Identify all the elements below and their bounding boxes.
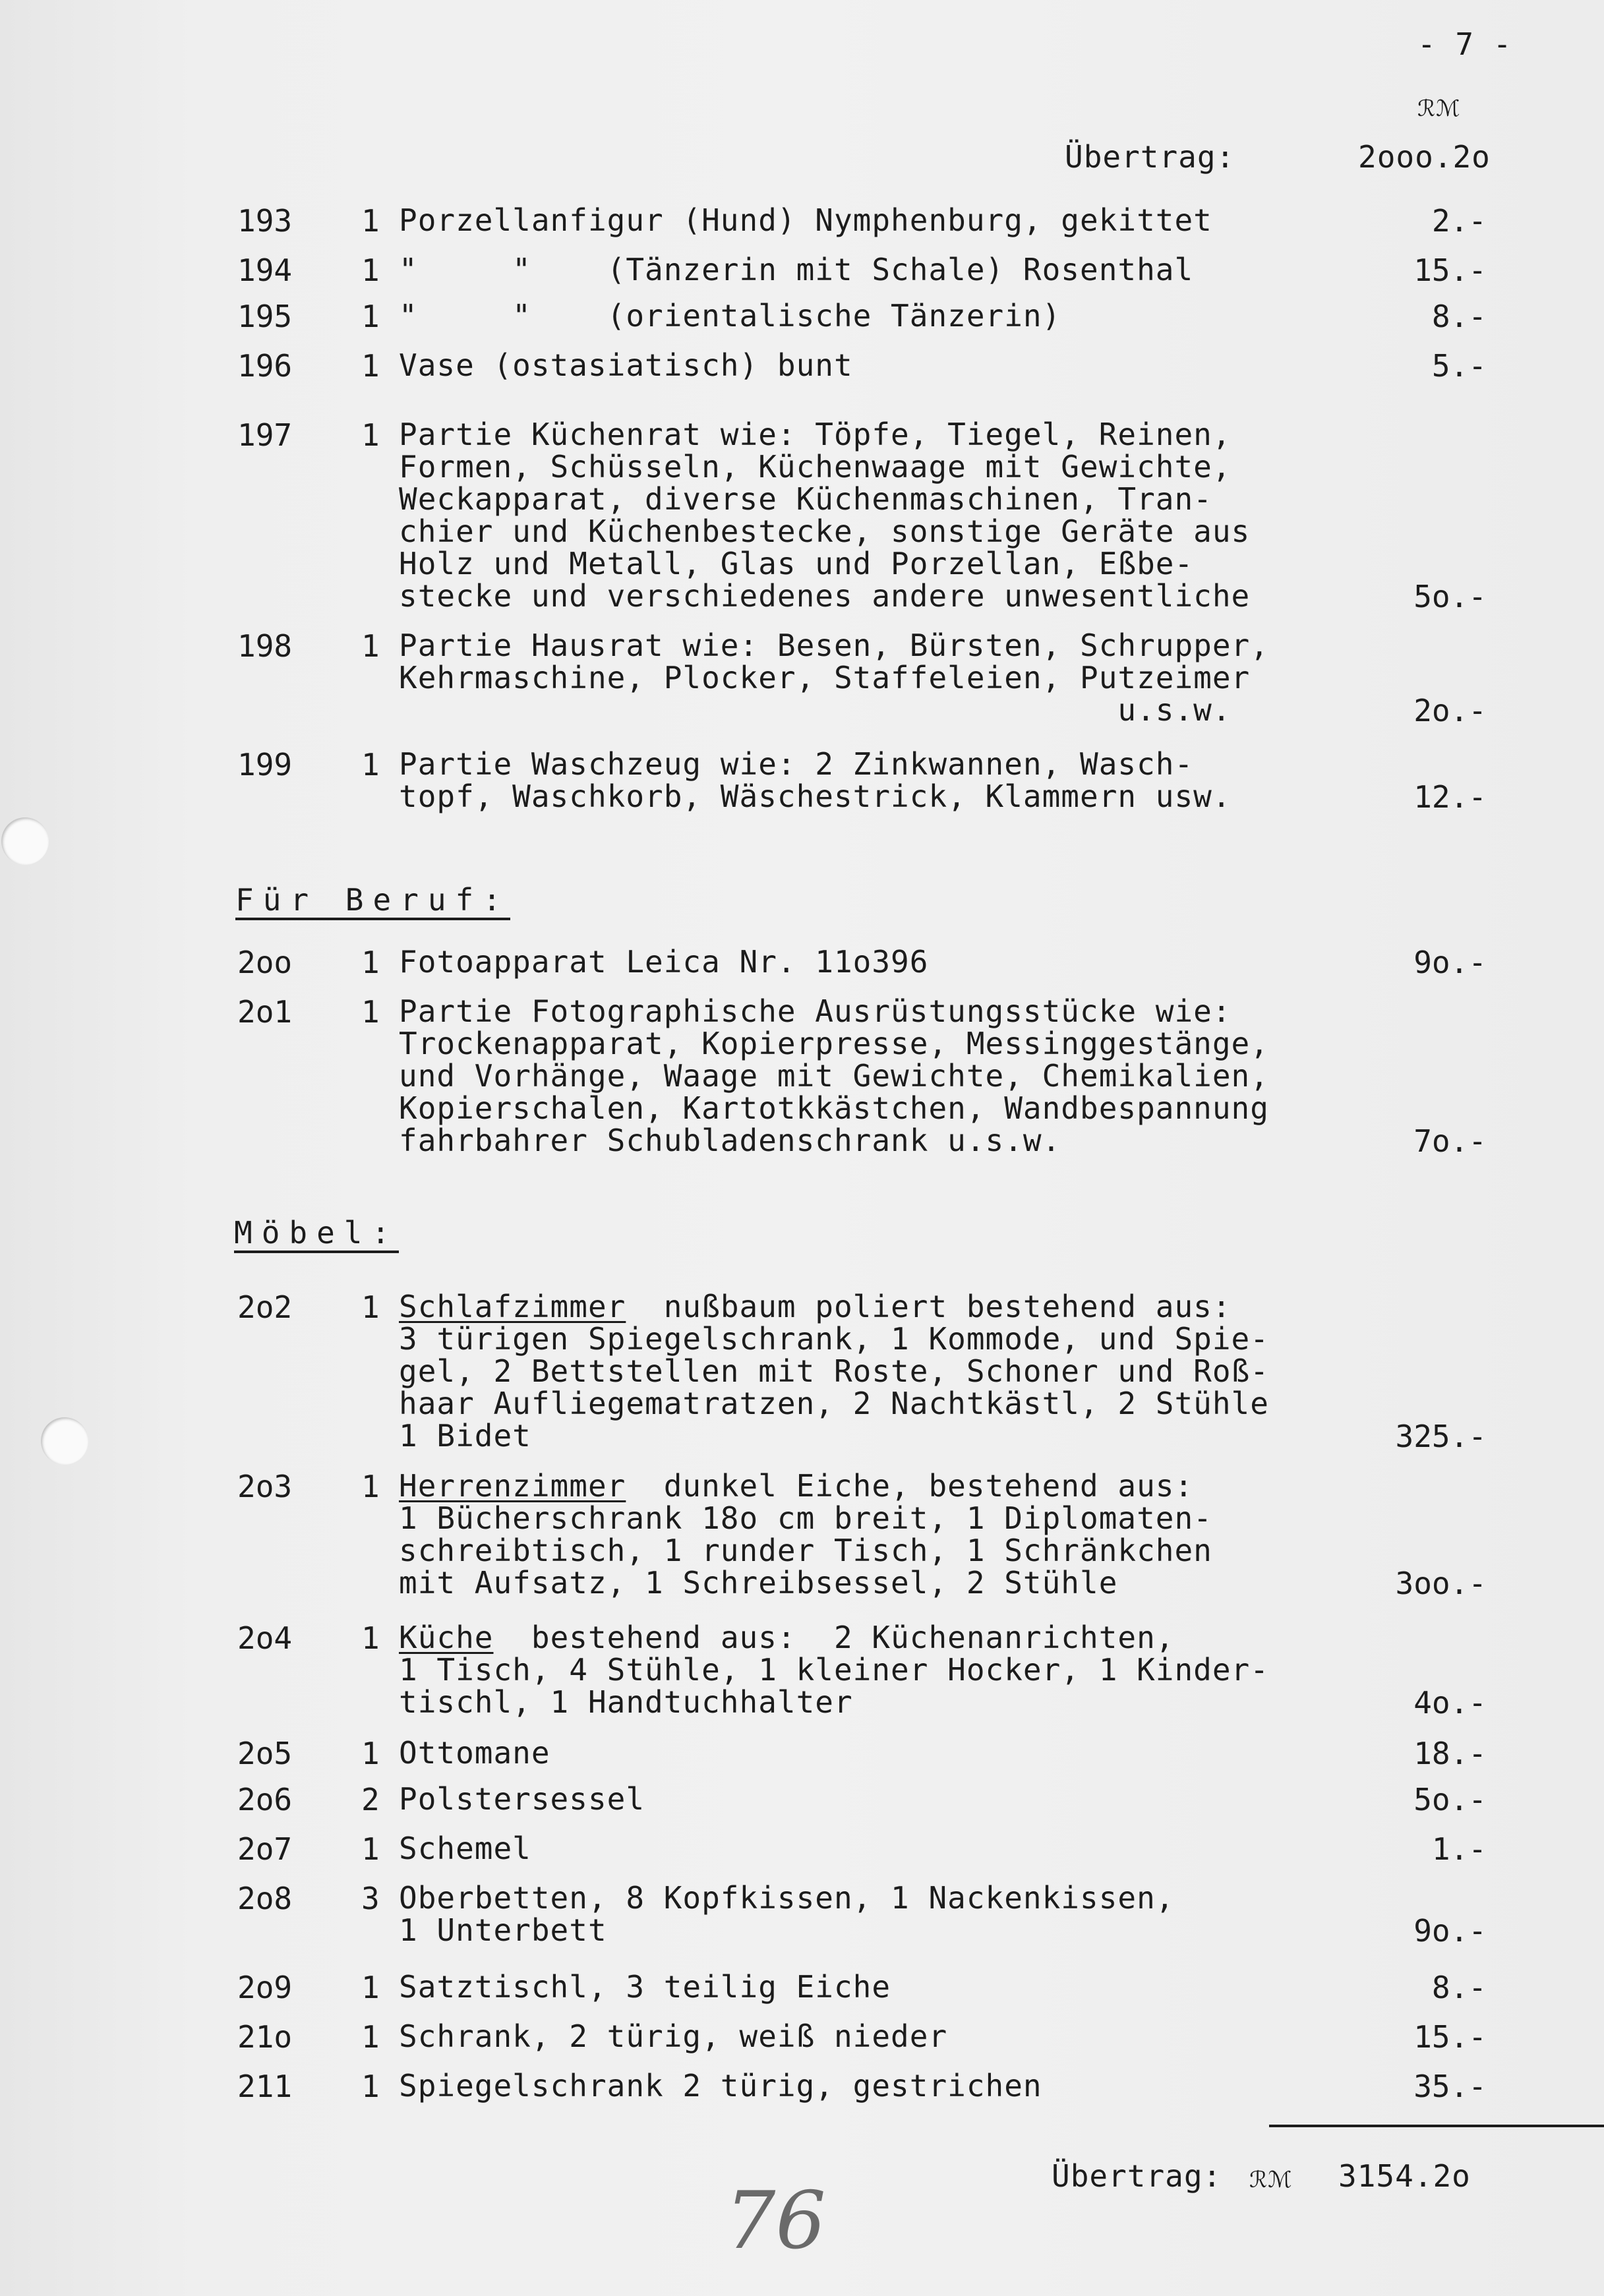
item-description-line: Holz und Metall, Glas und Porzellan, Eßbe- (399, 546, 1194, 581)
item-description-line: fahrbahrer Schubladenschrank u.s.w. (399, 1123, 1061, 1158)
item-description-line: 1 Bidet (399, 1418, 531, 1454)
item-number: 195 (237, 299, 293, 334)
carry-over-label-top: Übertrag: (1065, 139, 1235, 175)
item-amount: 4o.- (1413, 1685, 1487, 1721)
item-description-line: u.s.w. (399, 692, 1232, 728)
item-description-line: Partie Küchenrat wie: Töpfe, Tiegel, Reinen, (399, 417, 1232, 452)
item-description-line: chier und Küchenbestecke, sonstige Geräte aus (399, 514, 1251, 549)
item-description-line: Partie Hausrat wie: Besen, Bürsten, Schrupper, (399, 628, 1269, 663)
item-number: 211 (237, 2069, 293, 2104)
item-quantity: 1 (361, 1469, 380, 1504)
item-description-line: Porzellanfigur (Hund) Nymphenburg, gekittet (399, 202, 1212, 238)
item-description-line: topf, Waschkorb, Wäschestrick, Klammern usw. (399, 779, 1232, 814)
item-quantity: 1 (361, 2069, 380, 2104)
item-quantity: 1 (361, 1831, 380, 1867)
item-amount: 8.- (1431, 1970, 1487, 2005)
item-amount: 15.- (1413, 252, 1487, 288)
punch-hole-lower (41, 1417, 88, 1465)
item-description-line: Polstersessel (399, 1781, 645, 1817)
item-amount: 5o.- (1413, 579, 1487, 614)
item-description-line: Oberbetten, 8 Kopfkissen, 1 Nackenkissen, (399, 1880, 1175, 1916)
item-quantity: 1 (361, 747, 380, 782)
punch-hole-upper (1, 817, 49, 865)
item-description-line: Fotoapparat Leica Nr. 11o396 (399, 944, 929, 980)
section-heading-moebel: Möbel: (234, 1216, 399, 1253)
item-quantity: 1 (361, 1620, 380, 1656)
item-description-line: Herrenzimmer dunkel Eiche, bestehend aus: (399, 1468, 1194, 1504)
item-number: 2o9 (237, 1970, 293, 2005)
total-rule (1269, 2125, 1604, 2127)
section-heading-beruf: Für Beruf: (235, 883, 510, 920)
item-number: 2o6 (237, 1782, 293, 1817)
item-description-line: Vase (ostasiatisch) bunt (399, 347, 853, 383)
room-heading: Herrenzimmer (399, 1468, 626, 1504)
item-amount: 7o.- (1413, 1123, 1487, 1159)
handwritten-page-mark: 76 (725, 2175, 826, 2267)
item-description-line: Schemel (399, 1831, 531, 1866)
item-quantity: 1 (361, 1736, 380, 1771)
item-quantity: 1 (361, 348, 380, 384)
item-number: 199 (237, 747, 293, 782)
item-description-line: gel, 2 Bettstellen mit Roste, Schoner und Roß- (399, 1353, 1269, 1389)
carry-over-amount-bottom: 3154.2o (1338, 2158, 1471, 2194)
item-description-line: Weckapparat, diverse Küchenmaschinen, Tran- (399, 481, 1212, 517)
item-number: 2o1 (237, 994, 293, 1030)
item-amount: 5o.- (1413, 1782, 1487, 1817)
item-description-line: mit Aufsatz, 1 Schreibsessel, 2 Stühle (399, 1565, 1118, 1601)
item-description-line: Trockenapparat, Kopierpresse, Messinggestänge, (399, 1026, 1269, 1061)
item-description-line: tischl, 1 Handtuchhalter (399, 1684, 853, 1720)
item-amount: 15.- (1413, 2019, 1487, 2055)
item-description-line: stecke und verschiedenes andere unwesentliche (399, 578, 1251, 614)
item-description-line: schreibtisch, 1 runder Tisch, 1 Schränkchen (399, 1533, 1212, 1568)
item-quantity: 1 (361, 299, 380, 334)
item-description-line: 1 Bücherschrank 18o cm breit, 1 Diplomaten- (399, 1500, 1212, 1536)
page-number: - 7 - (1417, 26, 1512, 62)
item-quantity: 1 (361, 1289, 380, 1325)
item-amount: 2o.- (1413, 693, 1487, 728)
item-amount: 3oo.- (1395, 1566, 1487, 1601)
item-quantity: 1 (361, 628, 380, 664)
item-number: 2o4 (237, 1620, 293, 1656)
item-description-line: Schlafzimmer nußbaum poliert bestehend aus: (399, 1289, 1232, 1324)
item-amount: 9o.- (1413, 1913, 1487, 1949)
item-description-line: Satztischl, 3 teilig Eiche (399, 1969, 891, 2005)
item-description-line: Spiegelschrank 2 türig, gestrichen (399, 2068, 1042, 2104)
item-description-line: Kopierschalen, Kartotkkästchen, Wandbespannung (399, 1090, 1269, 1126)
item-amount: 2.- (1431, 203, 1487, 239)
item-description-line: Ottomane (399, 1735, 550, 1771)
item-quantity: 1 (361, 252, 380, 288)
item-quantity: 1 (361, 203, 380, 239)
item-amount: 9o.- (1413, 945, 1487, 980)
currency-symbol-footer: ℛℳ (1249, 2167, 1293, 2193)
item-description-line: 1 Unterbett (399, 1912, 607, 1948)
item-amount: 5.- (1431, 348, 1487, 384)
item-description-line: Schrank, 2 türig, weiß nieder (399, 2018, 948, 2054)
item-number: 197 (237, 417, 293, 453)
item-quantity: 2 (361, 1782, 380, 1817)
item-description-line: Partie Fotographische Ausrüstungsstücke wie: (399, 993, 1232, 1029)
room-heading: Schlafzimmer (399, 1289, 626, 1324)
item-quantity: 1 (361, 2019, 380, 2055)
item-quantity: 1 (361, 994, 380, 1030)
item-quantity: 3 (361, 1881, 380, 1916)
item-number: 2o5 (237, 1736, 293, 1771)
item-description-line: " " (Tänzerin mit Schale) Rosenthal (399, 252, 1194, 287)
item-amount: 12.- (1413, 779, 1487, 815)
item-description-line: Formen, Schüsseln, Küchenwaage mit Gewichte, (399, 449, 1232, 485)
item-number: 21o (237, 2019, 293, 2055)
currency-symbol-header: ℛℳ (1417, 96, 1461, 122)
item-amount: 18.- (1413, 1736, 1487, 1771)
item-quantity: 1 (361, 1970, 380, 2005)
item-amount: 325.- (1395, 1419, 1487, 1454)
item-number: 196 (237, 348, 293, 384)
item-description-line: und Vorhänge, Waage mit Gewichte, Chemikalien, (399, 1058, 1269, 1094)
item-description-line: Küche bestehend aus: 2 Küchenanrichten, (399, 1620, 1175, 1655)
item-number: 2o8 (237, 1881, 293, 1916)
carry-over-label-bottom: Übertrag: (1052, 2158, 1222, 2194)
item-number: 198 (237, 628, 293, 664)
item-quantity: 1 (361, 945, 380, 980)
item-amount: 8.- (1431, 299, 1487, 334)
item-description-line: Kehrmaschine, Plocker, Staffeleien, Putzeimer (399, 660, 1251, 695)
item-description-line: 1 Tisch, 4 Stühle, 1 kleiner Hocker, 1 Kinder- (399, 1652, 1269, 1688)
item-amount: 1.- (1431, 1831, 1487, 1867)
item-number: 194 (237, 252, 293, 288)
item-description-line: haar Aufliegematratzen, 2 Nachtkästl, 2 Stühle (399, 1386, 1269, 1421)
item-number: 193 (237, 203, 293, 239)
item-number: 2o3 (237, 1469, 293, 1504)
item-number: 2oo (237, 945, 293, 980)
item-description-line: 3 türigen Spiegelschrank, 1 Kommode, und Spie- (399, 1321, 1269, 1357)
item-number: 2o7 (237, 1831, 293, 1867)
item-description-line: " " (orientalische Tänzerin) (399, 298, 1061, 334)
carry-over-amount-top: 2ooo.2o (1358, 139, 1491, 175)
room-heading: Küche (399, 1620, 494, 1655)
item-number: 2o2 (237, 1289, 293, 1325)
item-quantity: 1 (361, 417, 380, 453)
item-amount: 35.- (1413, 2069, 1487, 2104)
item-description-line: Partie Waschzeug wie: 2 Zinkwannen, Wasch- (399, 746, 1194, 782)
